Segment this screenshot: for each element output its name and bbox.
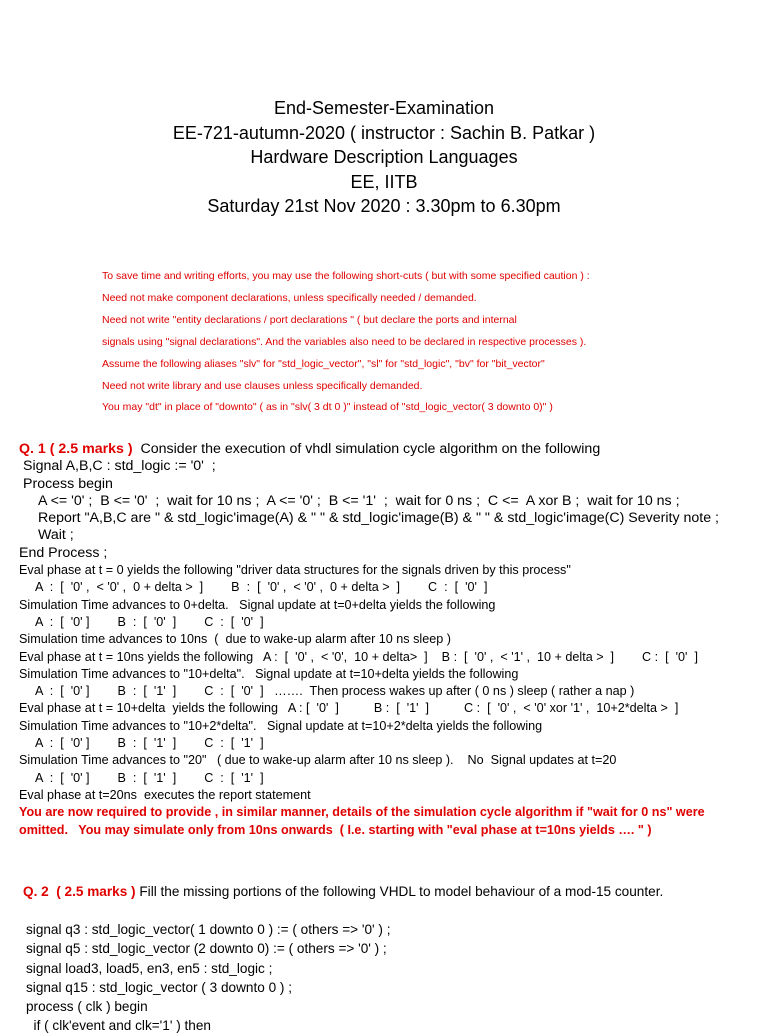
question-1-label: Q. 1 ( 2.5 marks ) [19, 441, 133, 457]
code-line: signal q15 : std_logic_vector ( 3 downto 0 ) ; [26, 979, 292, 995]
note-line: To save time and writing efforts, you may use the following short-cuts ( but with some specified caution ) : [102, 270, 590, 282]
note-line: Assume the following aliases "slv" for "std_logic_vector", "sl" for "std_logic", "bv" for "bit_vector" [102, 357, 545, 370]
course-instructor-line: EE-721-autumn-2020 ( instructor : Sachin B. Patkar ) [172, 122, 596, 143]
exam-header [0, 96, 768, 219]
course-name: Hardware Description Languages [250, 147, 518, 167]
exam-title: End-Semester-Examination [273, 98, 495, 118]
question-2-label: Q. 2 ( 2.5 marks ) [23, 884, 136, 899]
question-1-intro: Consider the execution of vhdl simulation cycle algorithm on the following [132, 441, 601, 457]
note-line: You may "dt" in place of "downto" ( as in "slv( 3 dt 0 )" instead of "std_logic_vector( 3 downto 0)" ) [102, 401, 553, 414]
question-1-heading [0, 441, 768, 458]
code-line: process ( clk ) begin [26, 999, 148, 1015]
code-line: Report "A,B,C are " & std_logic'image(A) & " " & std_logic'image(B) & " " & std_logic'image(C) Severity note ; [38, 510, 719, 527]
trace-line: Simulation Time advances to "10+2*delta". Signal update at t=10+2*delta yields the following [19, 718, 543, 733]
trace-line: Simulation Time advances to "10+delta". Signal update at t=10+delta yields the following [19, 666, 519, 681]
exam-date-time: Saturday 21st Nov 2020 : 3.30pm to 6.30pm [207, 196, 561, 216]
trace-line: Eval phase at t = 10ns yields the following A : [ '0' , < '0', 10 + delta> ] B : [ '0' , < '1' , 10 + delta > ] C : [ '0' ] [19, 649, 698, 664]
code-line: signal load3, load5, en3, en5 : std_logic ; [26, 960, 273, 976]
code-line: End Process ; [19, 544, 108, 561]
note-line: Need not write library and use clauses unless specifically demanded. [102, 379, 423, 392]
trace-line: A : [ '0' , < '0' , 0 + delta > ] B : [ '0' , < '0' , 0 + delta > ] C : [ '0' ] [35, 580, 488, 595]
code-line: Wait ; [38, 527, 74, 544]
code-line: if ( clk'event and clk='1' ) then [26, 1018, 211, 1034]
code-line: Signal A,B,C : std_logic := '0' ; [23, 458, 216, 475]
note-line: Need not write "entity declarations / port declarations " ( but declare the ports and internal [102, 313, 517, 326]
code-line: signal q3 : std_logic_vector( 1 downto 0 ) := ( others => '0' ) ; [26, 922, 391, 938]
note-line: Need not make component declarations, unless specifically needed / demanded. [102, 291, 477, 304]
instructions-notes [102, 266, 742, 419]
trace-line: Simulation Time advances to "20" ( due to wake-up alarm after 10 ns sleep ). No Signal updates at t=20 [19, 753, 617, 768]
trace-line: Eval phase at t = 10+delta yields the following A : [ '0' ] B : [ '1' ] C : [ '0' , < '0' xor '1' , 10+2*delta > ] [19, 701, 679, 716]
question-2-heading [0, 882, 768, 901]
trace-line: Simulation time advances to 10ns ( due to wake-up alarm after 10 ns sleep ) [19, 632, 451, 647]
spacer [0, 901, 768, 920]
code-line: A <= '0' ; B <= '0' ; wait for 10 ns ; A <= '0' ; B <= '1' ; wait for 0 ns ; C <= A xor B ; wait for 10 ns ; [38, 492, 680, 509]
question-2-intro: Fill the missing portions of the following VHDL to model behaviour of a mod-15 counter. [135, 884, 664, 899]
question-1-requirement: You are now required to provide , in similar manner, details of the simulation cycle algorithm if "wait for 0 ns" were [19, 805, 705, 820]
code-line: signal q5 : std_logic_vector (2 downto 0) := ( others => '0' ) ; [26, 941, 387, 957]
code-line: Process begin [23, 475, 113, 492]
question-1 [0, 441, 768, 839]
trace-line: Eval phase at t=20ns executes the report statement [19, 787, 311, 802]
trace-line: A : [ '0' ] B : [ '1' ] C : [ '1' ] [35, 770, 264, 785]
trace-line: Simulation Time advances to 0+delta. Signal update at t=0+delta yields the following [19, 597, 496, 612]
trace-line: A : [ '0' ] B : [ '0' ] C : [ '0' ] [35, 614, 264, 629]
question-2 [0, 882, 768, 1035]
department: EE, IITB [350, 171, 418, 192]
note-line: signals using "signal declarations". And the variables also need to be declared in respective processes ). [102, 335, 587, 348]
trace-line: A : [ '0' ] B : [ '1' ] C : [ '0' ] ……. Then process wakes up after ( 0 ns ) sleep ( rather a nap ) [35, 684, 635, 699]
trace-line: Eval phase at t = 0 yields the following "driver data structures for the signals driven by this process" [19, 563, 571, 578]
trace-line: A : [ '0' ] B : [ '1' ] C : [ '1' ] [35, 736, 264, 751]
question-1-requirement: omitted. You may simulate only from 10ns onwards ( I.e. starting with "eval phase at t=10ns yields …. " ) [19, 822, 652, 837]
